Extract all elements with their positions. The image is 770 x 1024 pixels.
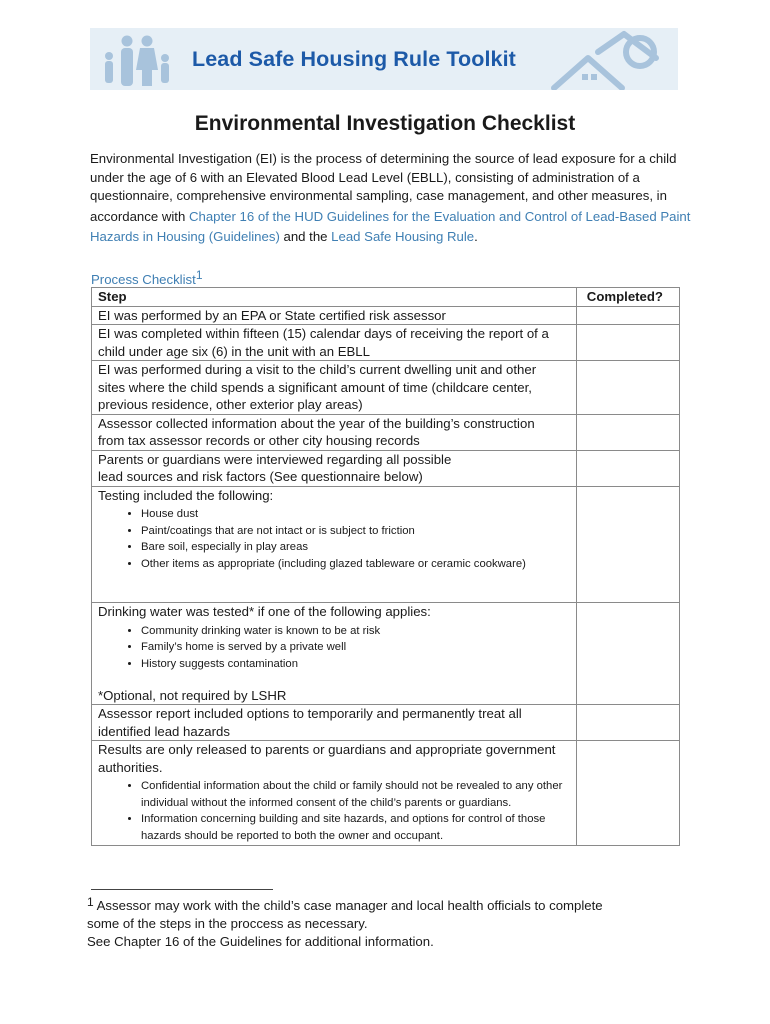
step-cell [92,361,577,415]
page-title: Environmental Investigation Checklist [194,112,576,135]
completed-checkbox-cell[interactable] [577,450,680,486]
step-cell [92,306,577,325]
house-icon [548,30,668,90]
intro-text: . [474,229,478,244]
table-row [92,705,680,741]
checklist-table [91,287,680,846]
table-row [92,361,680,415]
bullet-item: • Confidential information about the child or family should not be revealed to any other individual without the informed consent of the child’s parents or guardians. [141,778,576,811]
bullet-item: • Bare soil, especially in play areas [141,539,576,556]
intro-paragraph [90,150,715,247]
step-text: Assessor report included options to temporarily and permanently treat all [98,706,522,722]
step-text: sites where the child spends a significant amount of time (childcare center, [98,379,532,395]
toolkit-banner [90,28,678,90]
bullet-item: • Family’s home is served by a private well [141,639,576,656]
step-cell [92,741,577,845]
step-text: child under age six (6) in the unit with an EBLL [98,343,370,359]
completed-checkbox-cell[interactable] [577,325,680,361]
process-checklist-label [91,268,203,287]
step-text: previous residence, other exterior play areas) [98,397,363,412]
step-text: Results are only released to parents or guardians and appropriate government [98,742,556,758]
table-row [92,306,680,325]
step-cell [92,414,577,450]
step-text: Drinking water was tested* if one of the following applies: [98,604,431,620]
table-row [92,486,680,603]
bullet-item: • Community drinking water is known to be at risk [141,623,576,640]
step-cell [92,603,577,705]
step-text: Assessor collected information about the year of the building’s construction [98,415,535,431]
intro-text: and the [279,229,332,244]
step-cell [92,705,577,741]
lshr-link[interactable]: Lead Safe Housing Rule [331,229,475,244]
step-text: lead sources and risk factors (See questionnaire below) [98,469,423,484]
footnote-number: 1 [87,895,94,909]
bullet-item: • Other items as appropriate (including glazed tableware or ceramic cookware) [141,556,576,573]
bullet-item: • Information concerning building and site hazards, and options for control of those hazards should be reported to both the owner and occupant. [141,811,576,844]
intro-line: under the age of 6 with an Elevated Blood Lead Level (EBLL), consisting of administration of a [90,169,640,185]
intro-line: Environmental Investigation (EI) is the process of determining the source of lead exposure for a child [90,151,677,166]
step-text: authorities. [98,759,163,775]
bullet-list [98,778,576,844]
optional-note: *Optional, not required by LSHR [98,687,287,703]
table-row [92,741,680,845]
guidelines-link[interactable]: Chapter 16 of the HUD Guidelines for the Evaluation and Control of Lead-Based Paint [188,208,691,224]
footnote-line: some of the steps in the proccess as necessary. [87,916,368,931]
bullet-list [98,506,576,572]
bullet-item: • Paint/coatings that are not intact or is subject to friction [141,523,576,540]
completed-checkbox-cell[interactable] [577,705,680,741]
step-text: Testing included the following: [98,487,274,503]
step-header: Step [92,288,577,307]
step-text: EI was completed within fifteen (15) calendar days of receiving the report of a [98,326,549,341]
step-text: from tax assessor records or other city housing records [98,433,420,448]
process-label-text: Process Checklist [91,272,196,287]
completed-checkbox-cell[interactable] [577,414,680,450]
step-cell [92,486,577,603]
completed-header: Completed? [577,288,680,307]
completed-checkbox-cell[interactable] [577,741,680,845]
step-cell [92,325,577,361]
completed-checkbox-cell[interactable] [577,486,680,603]
step-text: Parents or guardians were interviewed regarding all possible [98,451,452,467]
step-text: EI was performed by an EPA or State certified risk assessor [98,307,446,323]
completed-checkbox-cell[interactable] [577,306,680,325]
step-text: identified lead hazards [98,723,230,739]
table-row [92,414,680,450]
table-header-row [92,288,680,307]
footnote-line: Assessor may work with the child’s case manager and local health officials to complete [93,898,603,913]
see-also-note: See Chapter 16 of the Guidelines for additional information. [87,934,434,949]
footnote [87,893,687,933]
completed-checkbox-cell[interactable] [577,603,680,705]
banner-title: Lead Safe Housing Rule Toolkit [192,47,516,71]
intro-text: accordance with [90,208,189,224]
bullet-item: • History suggests contamination [141,656,576,673]
table-row [92,603,680,705]
family-icon [96,32,176,88]
footnote-ref: 1 [195,268,203,282]
step-text: EI was performed during a visit to the child’s current dwelling unit and other [98,362,537,377]
table-row [92,450,680,486]
step-cell [92,450,577,486]
bullet-item: • House dust [141,506,576,523]
bullet-list [98,623,576,673]
completed-checkbox-cell[interactable] [577,361,680,415]
guidelines-link-cont[interactable]: Hazards in Housing (Guidelines) [90,229,280,244]
table-row [92,325,680,361]
intro-line: questionnaire, comprehensive environmental sampling, case management, and other measures, in [90,188,667,203]
footnote-divider [91,889,273,890]
